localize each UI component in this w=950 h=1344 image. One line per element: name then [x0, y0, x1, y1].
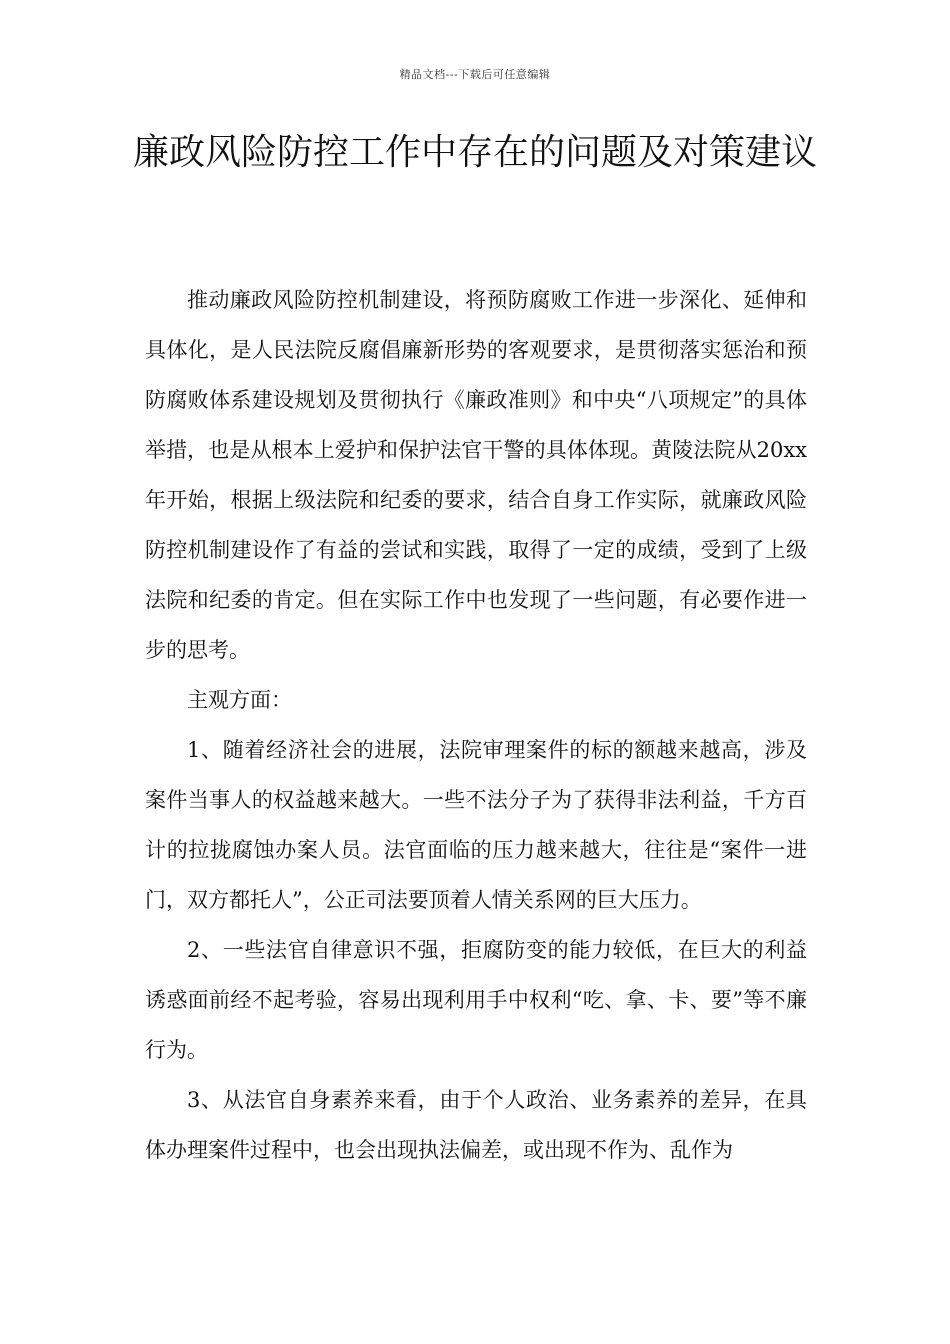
paragraph-intro: 推动廉政风险防控机制建设，将预防腐败工作进一步深化、延伸和具体化，是人民法院反腐倡廉新形势的客观要求，是贯彻落实惩治和预防腐败体系建设规划及贯彻执行《廉政准则》和中央“八项规定”的具体举措，也是从根本上爱护和保护法官干警的具体体现。黄陵法院从20xx年开始，根据上级法院和纪委的要求，结合自身工作实际，就廉政风险防控机制建设作了有益的尝试和实践，取得了一定的成绩，受到了上级法院和纪委的肯定。但在实际工作中也发现了一些问题，有必要作进一步的思考。: [145, 288, 807, 662]
document-body: [145, 275, 807, 1175]
paragraph-point-3: 3、从法官自身素养来看，由于个人政治、业务素养的差异，在具体办理案件过程中，也会出现执法偏差，或出现不作为、乱作为: [145, 1088, 807, 1162]
paragraph-point-2: 2、一些法官自律意识不强，拒腐防变的能力较低，在巨大的利益诱惑面前经不起考验，容易出现利用手中权利“吃、拿、卡、要”等不廉行为。: [145, 938, 807, 1062]
paragraph-subheading: 主观方面：: [187, 688, 292, 712]
document-title: 廉政风险防控工作中存在的问题及对策建议: [132, 132, 817, 173]
header-note: 精品文档---下载后可任意编辑: [399, 68, 551, 81]
paragraph-point-1: 1、随着经济社会的进展，法院审理案件的标的额越来越高，涉及案件当事人的权益越来越大。一些不法分子为了获得非法利益，千方百计的拉拢腐蚀办案人员。法官面临的压力越来越大，往往是“案件一进门，双方都托人”，公正司法要顶着人情关系网的巨大压力。: [145, 738, 807, 912]
